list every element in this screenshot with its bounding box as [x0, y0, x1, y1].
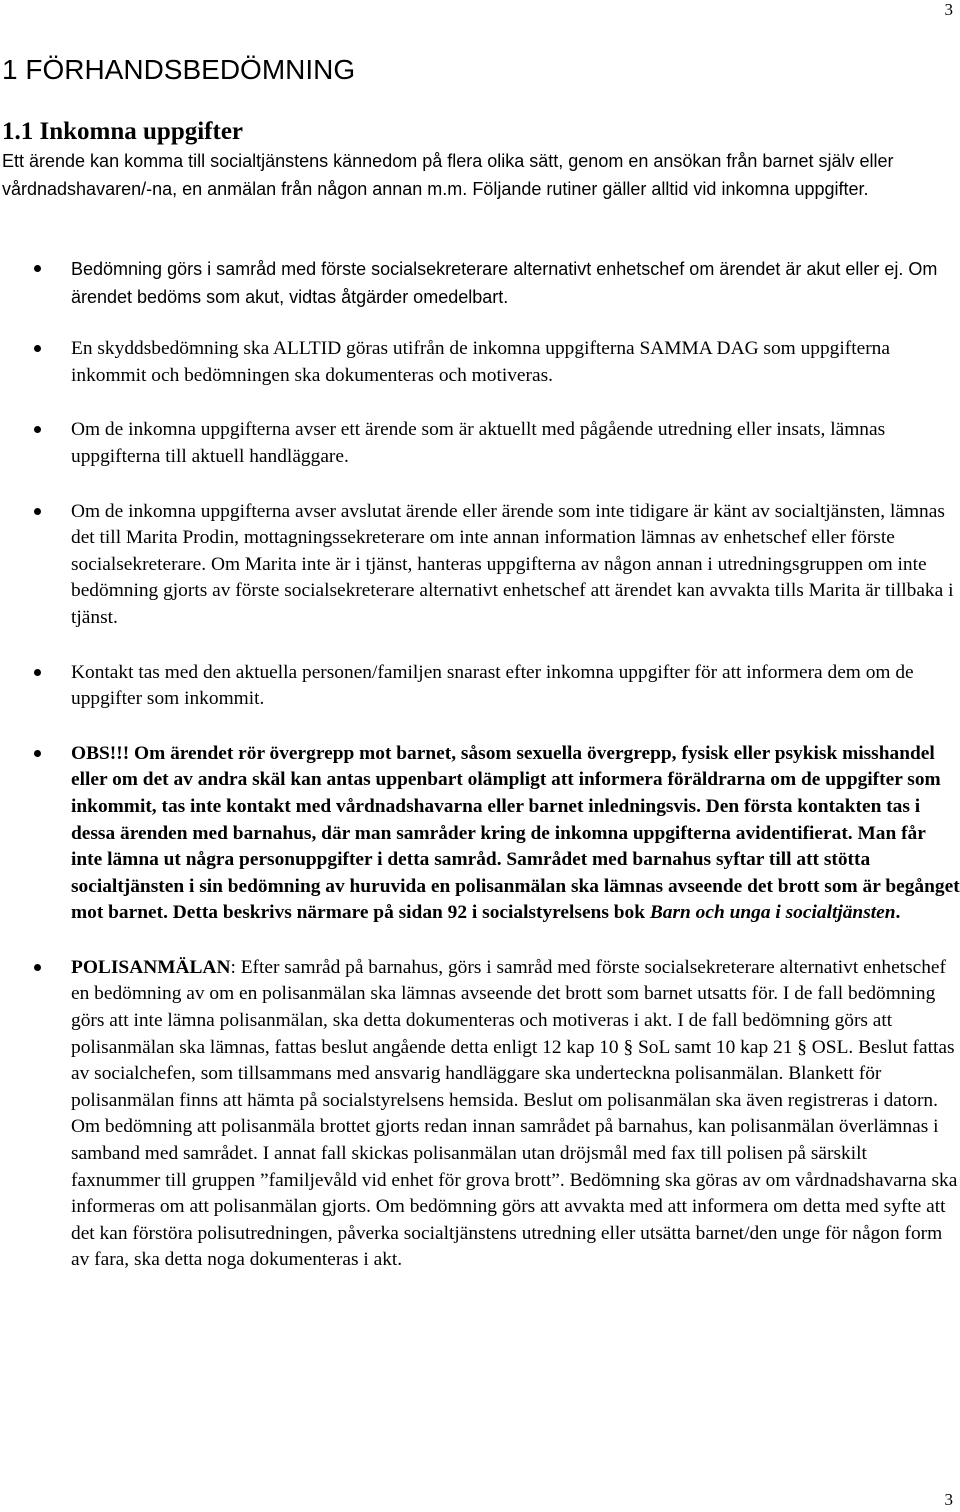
bullet-text: : Efter samråd på barnahus, görs i samråd med förste socialsekreterare alternativt enhetschef en bedömning av om en polisanmälan ska lämnas avseende det brott som barnet utsatts för. I de fall bedömning görs att inte lämna polisanmälan, ska detta dokumenteras och motiveras i akt. I de fall bedömning görs att polisanmälan ska lämnas, fattas beslut angående detta enligt 12 kap 10 § SoL samt 10 kap 21 § OSL. Beslut fattas av socialchefen, som tillsammans med ansvarig handläggare ska underteckna polisanmälan. Blankett för polisanmälan finns att hämta på socialstyrelsens hemsida. Beslut om polisanmälan ska även registreras i datorn. Om bedömning att polisanmäla brottet gjorts redan innan samrådet på barnahus, kan polisanmälan överlämnas i samband med samrådet. I annat fall skickas polisanmälan utan dröjsmål med fax till polisen på särskilt faxnummer till gruppen ”familjevåld vid enhet för grova brott”. Bedömning ska göras av om vårdnadshavarna ska informeras om att polisanmälan gjorts. Om bedömning görs att avvakta med att informera om detta med syfte att det kan förstöra polisutredningen, påverka socialtjänstens utredning eller utsätta barnet/den unge för någon form av fara, ska detta noga dokumenteras i akt.	[71, 956, 958, 1271]
bullet-text: Bedömning görs i samråd med förste socialsekreterare alternativt enhetschef om ärendet är akut eller ej. Om ärendet bedöms som akut, vidtas åtgärder omedelbart.	[71, 259, 938, 307]
page-number-top: 3	[944, 0, 953, 19]
bullet-dot	[34, 964, 41, 971]
bullet-text-bold: OBS!!! Om ärendet rör övergrepp mot barnet, såsom sexuella övergrepp, fysisk eller psykisk misshandel eller om det av andra skäl kan antas uppenbart olämpligt att informera föräldrarna om de uppgifter som inkommit, tas inte kontakt med vårdnadshavarna eller barnet inledningsvis. Den första kontakten tas i dessa ärenden med barnahus, där man samråder kring de inkomna uppgifterna avidentifierat. Man får inte lämna ut några personuppgifter i detta samråd. Samrådet med barnahus syftar till att stötta socialtjänsten i sin bedömning av huruvida en polisanmälan ska lämnas avseende det brott som är begånget mot barnet. Detta beskrivs närmare på sidan 92 i socialstyrelsens bok	[71, 742, 960, 924]
bullet-dot	[34, 426, 41, 433]
bullet-item-obs-warning	[0, 741, 960, 927]
bullet-item-protection	[0, 336, 960, 389]
bullet-item-contact	[0, 660, 960, 713]
intro-part-2: Följande rutiner gäller alltid vid inkomna uppgifter.	[467, 178, 869, 199]
book-title: Barn och unga i socialtjänsten	[649, 902, 896, 924]
bullet-dot	[34, 508, 41, 515]
page-number-bottom: 3	[944, 1490, 953, 1509]
bullet-dot	[34, 345, 41, 352]
bullet-text: En skyddsbedömning ska ALLTID göras utifrån de inkomna uppgifterna SAMMA DAG som uppgifterna inkommit och bedömningen ska dokumenteras och motiveras.	[71, 338, 890, 386]
bullet-dot	[34, 265, 41, 272]
bullet-text-end: .	[895, 902, 901, 924]
intro-paragraph	[2, 148, 958, 203]
bullet-dot	[34, 669, 41, 676]
section-heading: 1 FÖRHANDSBEDÖMNING	[2, 54, 356, 85]
bullet-text: Om de inkomna uppgifterna avser ett ärende som är aktuellt med pågående utredning eller insats, lämnas uppgifterna till aktuell handläggare.	[71, 419, 886, 467]
bullet-list	[0, 256, 960, 1274]
police-report-label: POLISANMÄLAN	[71, 956, 231, 978]
subsection-heading: 1.1 Inkomna uppgifter	[2, 118, 244, 145]
bullet-text: Kontakt tas med den aktuella personen/familjen snarast efter inkomna uppgifter för att informera dem om de uppgifter som inkommit.	[71, 661, 914, 710]
bullet-item-assessment	[0, 256, 960, 311]
bullet-text: Om de inkomna uppgifterna avser avslutat ärende eller ärende som inte tidigare är känt av socialtjänsten, lämnas det till Marita Prodin, mottagningssekreterare om inte annan information lämnas av enhetschef eller förste socialsekreterare. Om Marita inte är i tjänst, hanteras uppgifterna av någon annan i utredningsgruppen om inte bedömning gjorts av förste socialsekreterare alternativt enhetschef att ärendet kan avvakta tills Marita är tillbaka i tjänst.	[71, 500, 954, 628]
bullet-item-police-report	[0, 955, 960, 1274]
bullet-dot	[34, 750, 41, 757]
bullet-item-closed-case	[0, 499, 960, 632]
intro-part-1: Ett ärende kan komma till socialtjänstens kännedom på flera olika sätt, genom en ansökan från barnet själv eller vårdnadshavaren/-na, en anmälan från någon annan m.m.	[2, 151, 894, 199]
bullet-item-current-case	[0, 417, 960, 470]
